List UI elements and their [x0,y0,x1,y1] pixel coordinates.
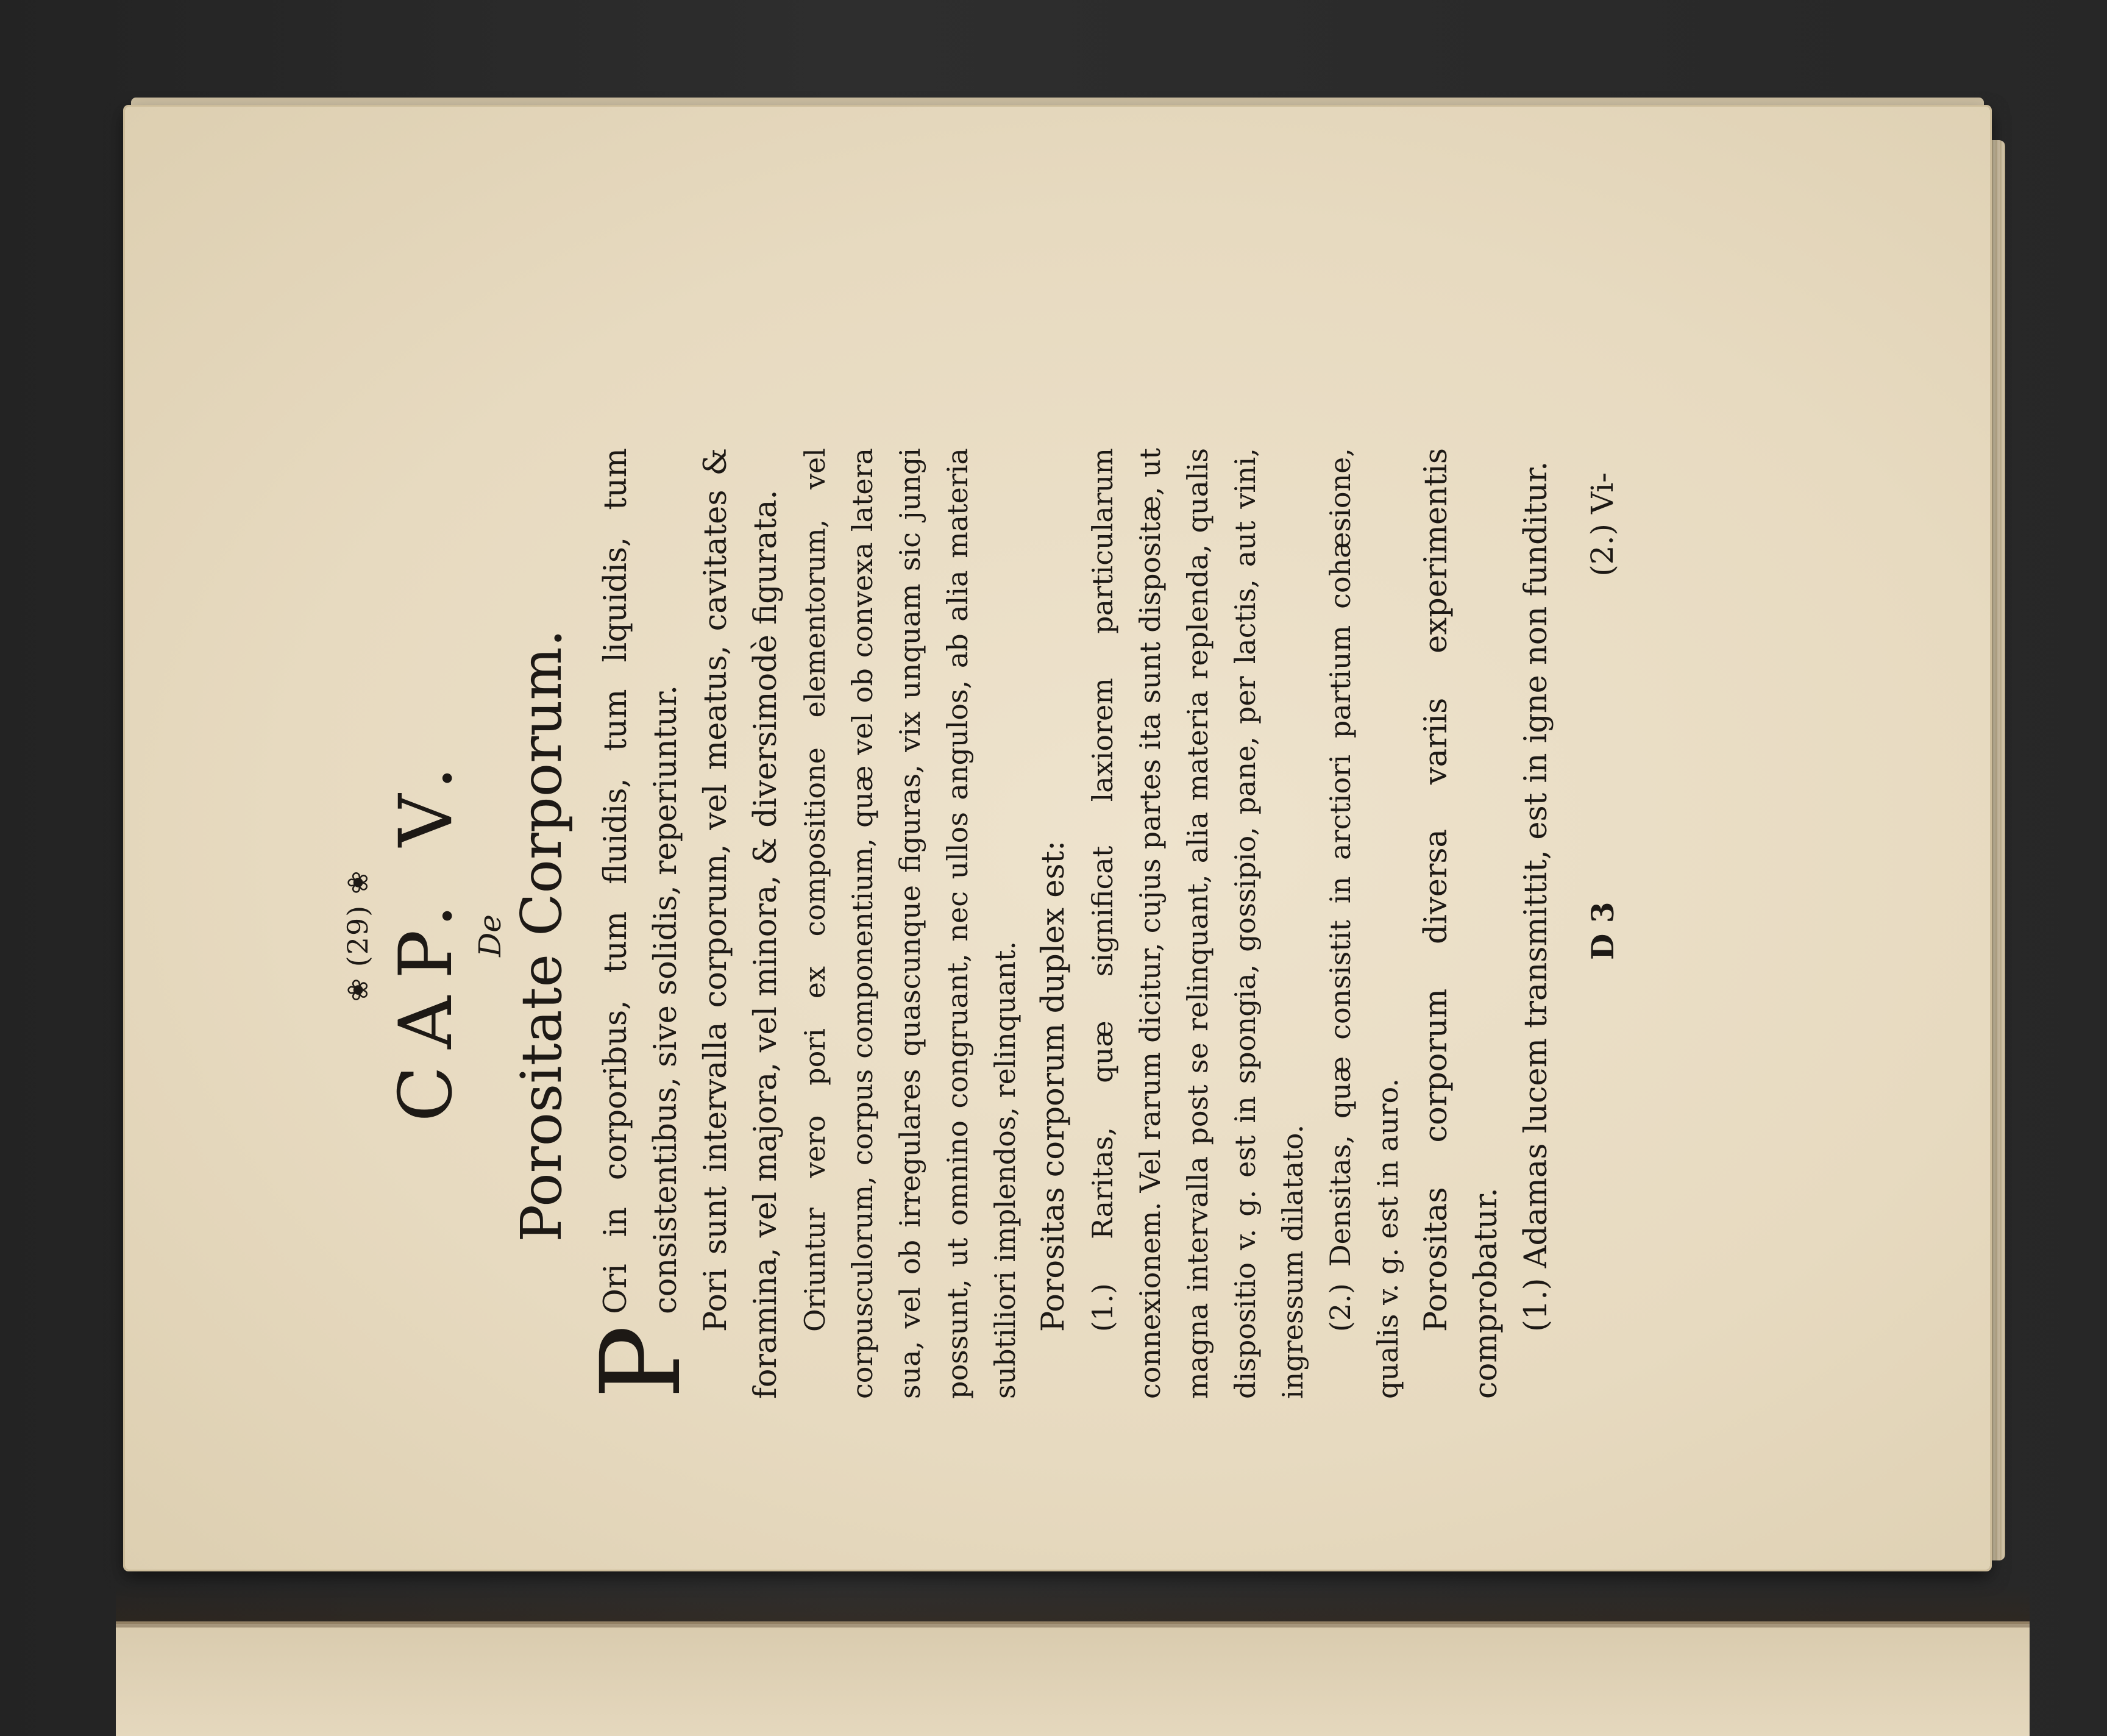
facing-line [774,1621,823,1736]
page-body [578,448,1562,1399]
paragraph-8: (1.) Adamas lucem transmittit, est in igne non funditur. [1518,461,1554,1332]
facing-line [823,1621,872,1736]
paragraph-4: Porositas corporum duplex est: [1036,840,1071,1332]
paragraph-6: (2.) Densitas, quæ consistit in arctiori partium cohæsione, qualis v. g. est in auro. [1324,448,1404,1399]
drop-cap: P [578,1325,705,1399]
facing-line [677,1621,725,1736]
facing-line [335,1621,384,1736]
facing-line [1018,1621,1067,1736]
page-number-header: ❀ (29) ❀ [341,869,374,1002]
facing-line [189,1621,238,1736]
facing-line [286,1621,335,1736]
catchword: (2.) Vi- [1585,472,1620,577]
paragraph-5: (1.) Raritas, quæ significat laxiorem particularum connexionem. Vel rarum dicitur, cujus partes ita sunt dispositæ, ut magna intervalla post se relinquant, alia materia replenda, qualis dispositio v. g. est in spongia, gossipio, pane, per lactis, aut vini, ingressum dilatato. [1086,448,1309,1399]
facing-page [116,1621,2030,1736]
signature-mark: D 3 [1585,902,1621,960]
chapter-title: Porositate Corporum. [509,629,574,1242]
chapter-heading: CAP. V. [384,749,469,1122]
paragraph-1-text: Ori in corporibus, tum fluidis, tum liquidis, tum consistentibus, sive solidis, reperiuntur. [598,448,684,1314]
facing-line [433,1621,481,1736]
facing-line [530,1621,579,1736]
facing-line [872,1621,920,1736]
facing-line [481,1621,530,1736]
page-footer [1585,448,1633,1423]
facing-page-text [140,1621,2030,1736]
facing-line [969,1621,1018,1736]
facing-line [920,1621,969,1736]
paragraph-7: Porositas corporum diversa variis experimentis comprobatur. [1418,448,1504,1399]
facing-line [238,1621,286,1736]
gutter-shadow [116,1585,2030,1628]
paragraph-1 [578,448,705,1399]
paragraph-3: Oriuntur vero pori ex compositione elementorum, vel corpusculorum, corpus componentium, quæ vel ob convexa latera sua, vel ob irregulares quascunque figuras, vix unquam sic jungi possunt, ut omnino congruant, nec ullos angulos, ab alia materia subtiliori implendos, relinquant. [798,448,1022,1399]
page-text-block [341,448,1774,1423]
facing-line [725,1621,774,1736]
facing-line [628,1621,677,1736]
facing-line [384,1621,433,1736]
paragraph-2: Pori sunt intervalla corporum, vel meatus, cavitates & foramina, vel majora, vel minora, & diversimodè figurata. [698,448,784,1399]
facing-line [579,1621,628,1736]
chapter-preposition: De [472,914,508,957]
facing-line [140,1621,189,1736]
